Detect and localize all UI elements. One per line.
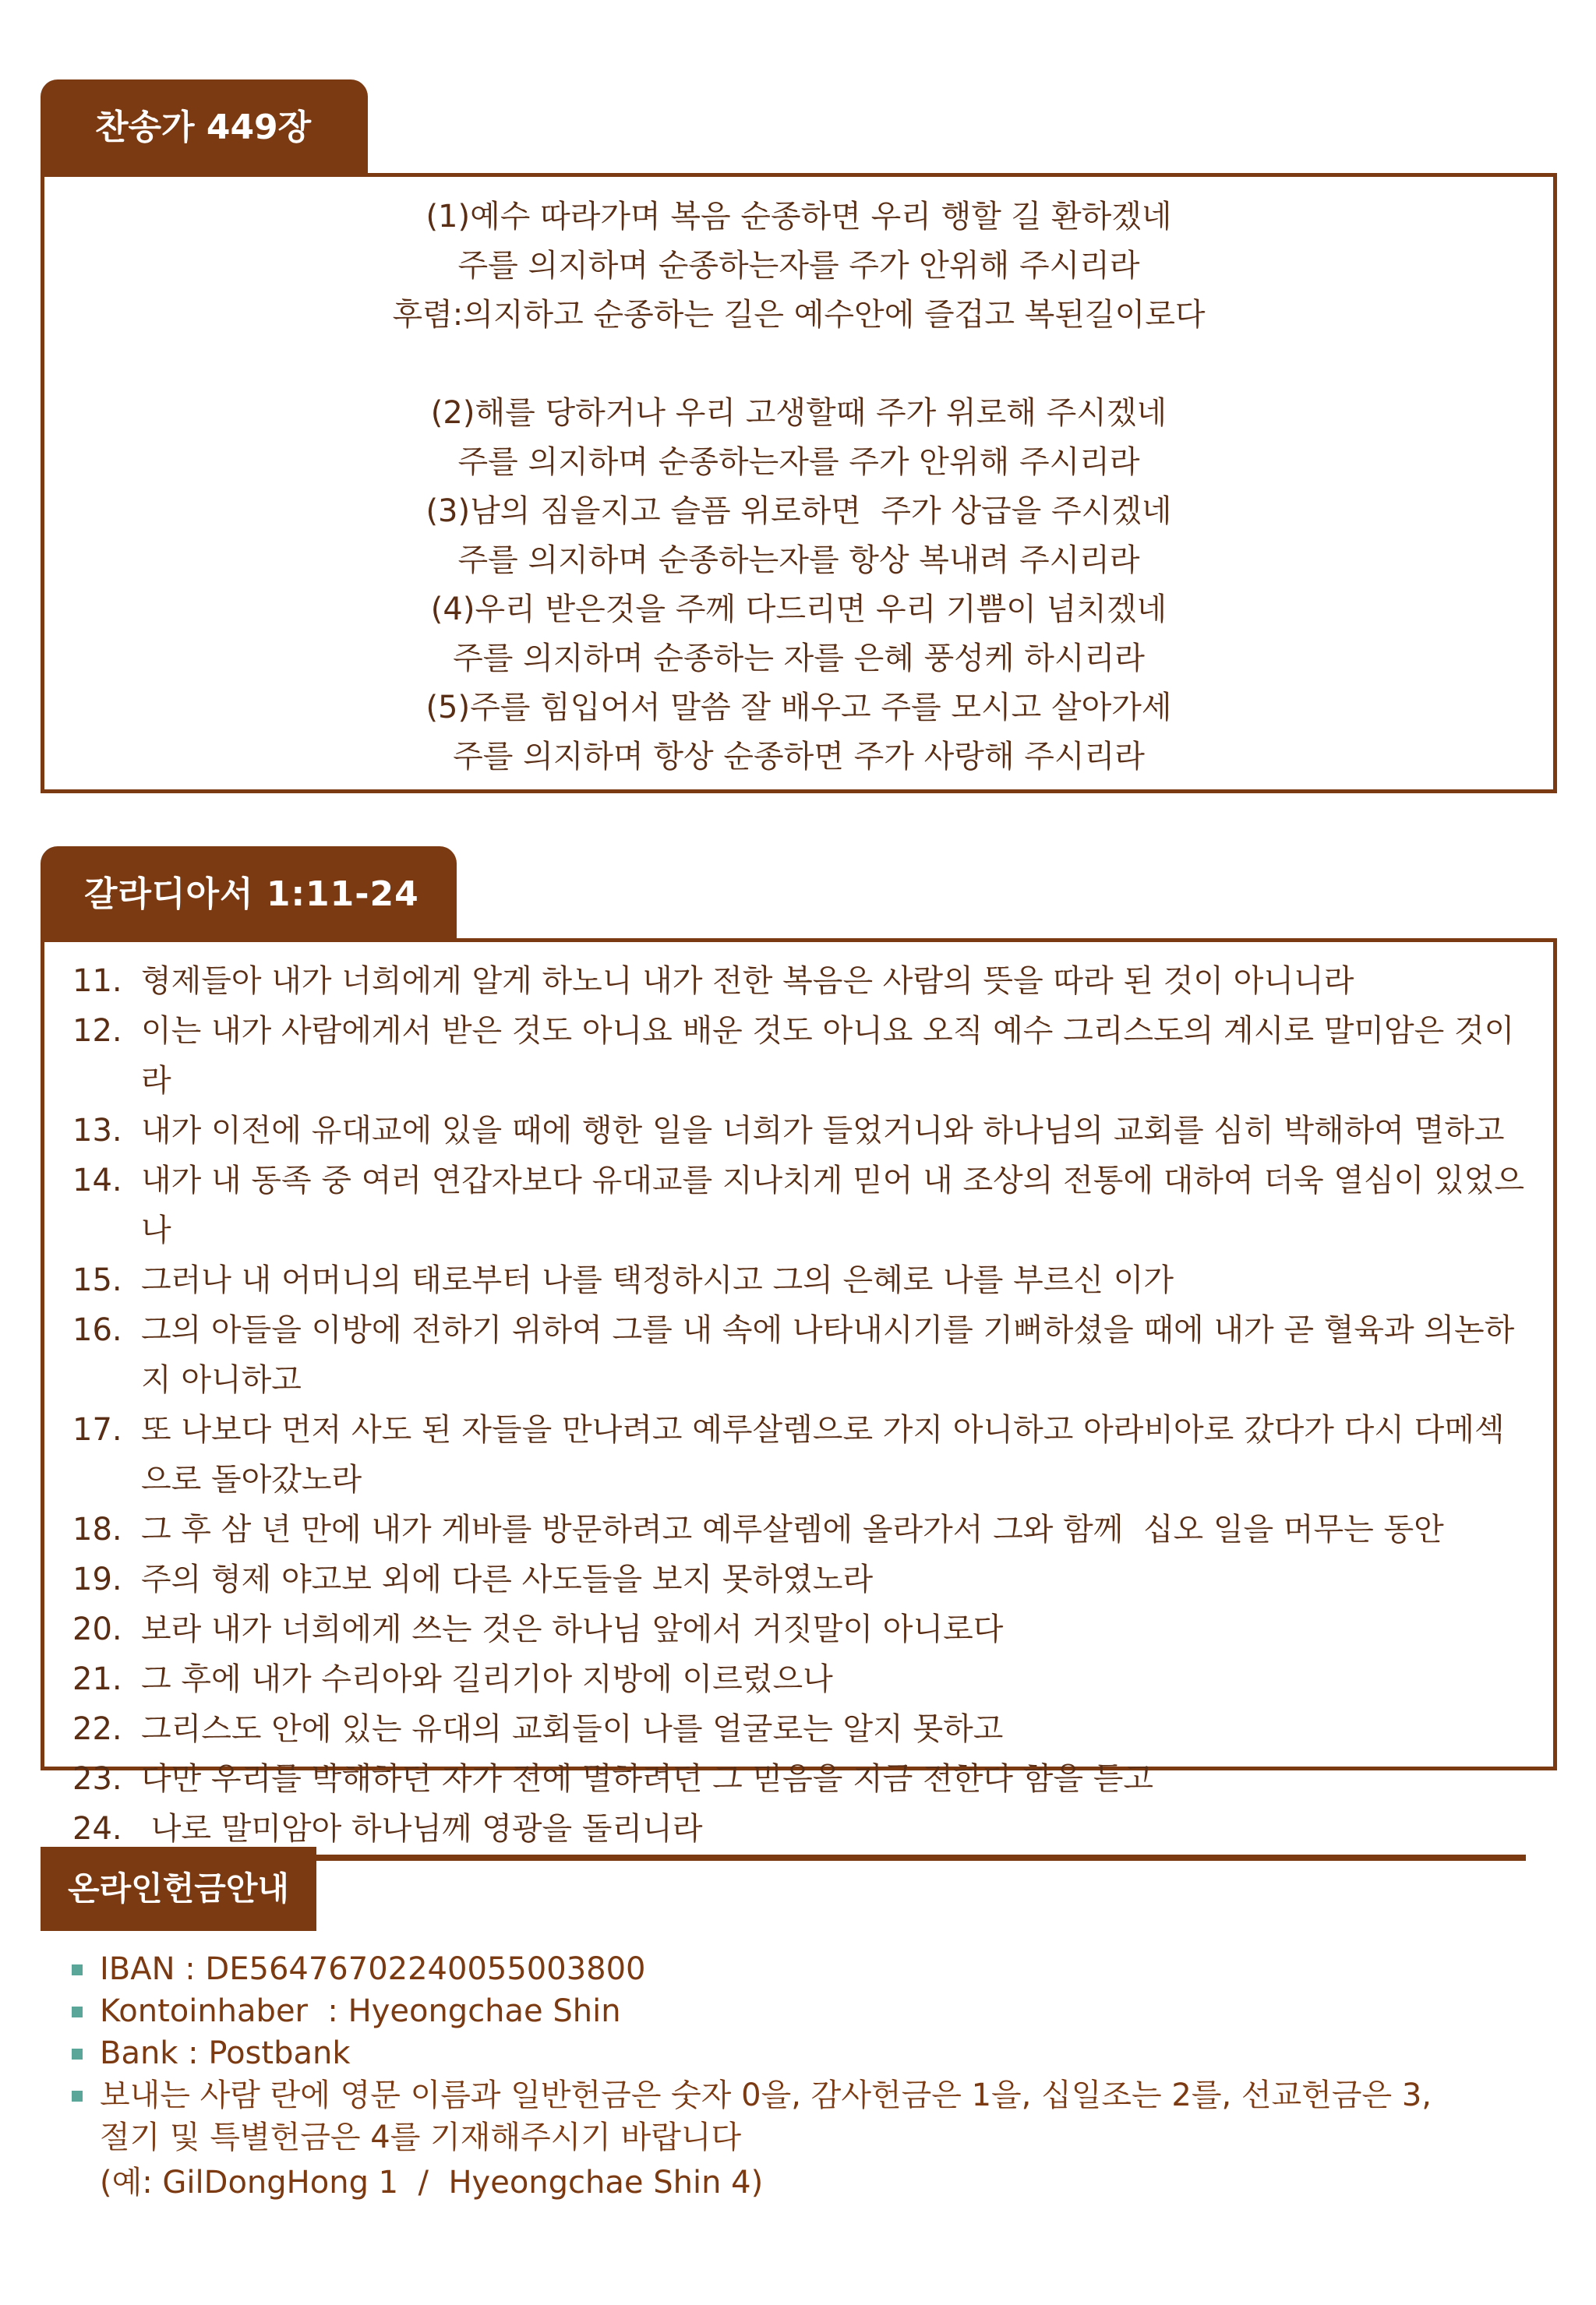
verse-number: 13. [72,1113,122,1149]
offering-section-tab [41,1847,316,1931]
sender-instructions-text: 보내는 사람 란에 영문 이름과 일반헌금은 숫자 0을, 감사헌금은 1을, 십일조는 2를, 선교헌금은 3, 절기 및 특별헌금은 4를 기재해주시기 바랍니다 [100,2077,1432,2155]
verse-item [44,1654,1553,1704]
hymn-line: 주를 의지하며 순종하는자를 주가 안위해 주시리라 [457,444,1140,480]
stanza-spacer [44,340,1553,389]
hymn-line: (1)예수 따라가며 복음 순종하면 우리 행할 길 환하겠네 [425,199,1172,235]
verse-number: 24. [72,1811,122,1847]
verse-item [44,1754,1553,1804]
hymn-line: 주를 의지하며 순종하는자를 항상 복내려 주시리라 [457,542,1140,578]
hymn-line: 주를 의지하며 순종하는 자를 은혜 풍성케 하시리라 [453,641,1145,676]
verse-number: 16. [72,1312,122,1348]
verse-text: 그 후 삼 년 만에 내가 게바를 방문하려고 예루살렘에 올라가서 그와 함께 십오 일을 머무는 동안 [141,1512,1444,1548]
verse-number: 22. [72,1711,122,1747]
verse-number: 15. [72,1262,122,1298]
verse-item [44,1555,1553,1604]
square-bullet-icon [72,2091,83,2102]
verse-text: 그의 아들을 이방에 전하기 위하여 그를 내 속에 나타내시기를 기뻐하셨을 때에 내가 곧 혈육과 의논하지 아니하고 [141,1312,1515,1398]
verse-number: 14. [72,1163,122,1198]
square-bullet-icon [72,2049,83,2060]
verse-item [44,956,1553,1006]
verse-number: 20. [72,1611,122,1647]
hymn-title: 찬송가 449장 [95,108,312,147]
section-divider [316,1855,1526,1861]
verse-text: 이는 내가 사람에게서 받은 것도 아니요 배운 것도 아니요 오직 예수 그리스도의 계시로 말미암은 것이라 [141,1013,1515,1099]
verse-number: 19. [72,1562,122,1597]
list-item [72,1948,1537,1990]
verse-text: 또 나보다 먼저 사도 된 자들을 만나려고 예루살렘으로 가지 아니하고 아라비아로 갔다가 다시 다메섹으로 돌아갔노라 [141,1412,1505,1498]
verse-item [44,1604,1553,1654]
verse-item [44,1255,1553,1305]
scripture-section-tab [41,846,457,943]
verse-number: 18. [72,1512,122,1548]
verse-text: 나로 말미암아 하나님께 영광을 돌리니라 [141,1811,703,1847]
verse-text: 그러나 내 어머니의 태로부터 나를 택정하시고 그의 은혜로 나를 부르신 이가 [141,1262,1174,1298]
offering-info-list [72,1948,1537,2207]
verse-text: 보라 내가 너희에게 쓰는 것은 하나님 앞에서 거짓말이 아니로다 [141,1611,1004,1647]
verse-number: 21. [72,1661,122,1697]
hymn-line: (2)해를 당하거나 우리 고생할때 주가 위로해 주시겠네 [430,395,1167,431]
verse-number: 12. [72,1013,122,1049]
square-bullet-icon [72,1964,83,1975]
scripture-title: 갈라디아서 1:11-24 [84,874,419,914]
verse-item [44,1505,1553,1555]
hymn-line: 후렴:의지하고 순종하는 길은 예수안에 즐겁고 복된길이로다 [392,297,1206,333]
hymn-section-tab [41,79,368,176]
hymn-lyrics-box [41,173,1557,793]
account-holder-text: Kontoinhaber : Hyeongchae Shin [100,1993,621,2029]
bank-text: Bank : Postbank [100,2035,351,2071]
hymn-line: 주를 의지하며 항상 순종하면 주가 사랑해 주시리라 [453,739,1145,775]
verse-number: 23. [72,1761,122,1797]
verse-item [44,1305,1553,1405]
list-item [72,1990,1537,2032]
hymn-line: (3)남의 짐을지고 슬픔 위로하면 주가 상급을 주시겠네 [425,493,1172,529]
verse-number: 17. [72,1412,122,1448]
verse-item [44,1106,1553,1156]
offering-title: 온라인헌금안내 [67,1869,289,1908]
verse-item [44,1405,1553,1505]
verse-text: 그 후에 내가 수리아와 길리기아 지방에 이르렀으나 [141,1661,833,1697]
verse-item [44,1156,1553,1255]
verse-item [44,1704,1553,1754]
verse-text: 내가 내 동족 중 여러 연갑자보다 유대교를 지나치게 믿어 내 조상의 전통에 대하여 더욱 열심이 있었으나 [141,1163,1524,1248]
scripture-box [41,938,1557,1847]
verse-text: 주의 형제 야고보 외에 다른 사도들을 보지 못하였노라 [141,1562,874,1597]
example-text: (예: GilDongHong 1 / Hyeongchae Shin 4) [100,2165,764,2201]
verse-text: 형제들아 내가 너희에게 알게 하노니 내가 전한 복음은 사람의 뜻을 따라 된 것이 아니니라 [141,963,1354,999]
iban-text: IBAN : DE56476702240055003800 [100,1951,646,1987]
verse-item [44,1006,1553,1106]
verse-text: 그리스도 안에 있는 유대의 교회들이 나를 얼굴로는 알지 못하고 [141,1711,1004,1747]
hymn-line: 주를 의지하며 순종하는자를 주가 안위해 주시리라 [457,248,1140,284]
list-item [72,2032,1537,2074]
list-item [72,2074,1537,2159]
verse-text: 내가 이전에 유대교에 있을 때에 행한 일을 너희가 들었거니와 하나님의 교회를 심히 박해하여 멸하고 [141,1113,1505,1149]
verse-number: 11. [72,963,122,999]
hymn-line: (4)우리 받은것을 주께 다드리면 우리 기쁨이 넘치겠네 [430,591,1167,627]
verse-text: 다만 우리를 박해하던 자가 전에 멸하려던 그 믿음을 지금 전한다 함을 듣고 [141,1761,1154,1797]
square-bullet-icon [72,2007,83,2017]
hymn-line: (5)주를 힘입어서 말씀 잘 배우고 주를 모시고 살아가세 [425,690,1172,725]
